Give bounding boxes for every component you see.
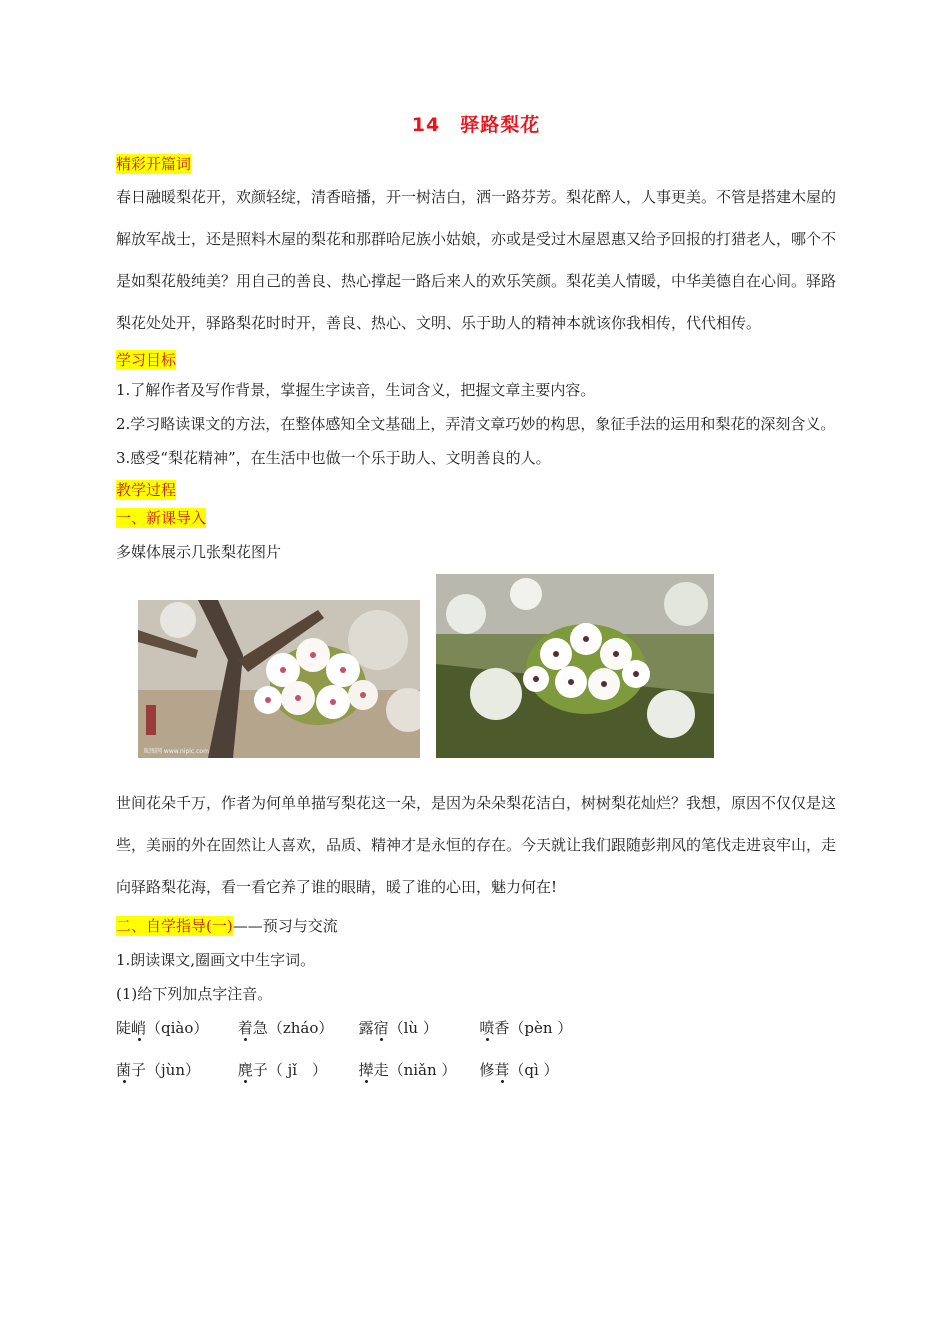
char: 子 bbox=[131, 1061, 147, 1079]
section-process-heading bbox=[116, 478, 836, 502]
part2-heading bbox=[116, 914, 836, 938]
pinyin-item bbox=[116, 1052, 233, 1088]
pinyin-row-2 bbox=[116, 1052, 836, 1088]
pear-blossom-photo-1 bbox=[138, 600, 420, 758]
step-text: 1.朗读课文,圈画文中生字词。 bbox=[116, 951, 316, 969]
pinyin: （jùn） bbox=[146, 1061, 201, 1079]
opening-paragraph: 春日融暖梨花开，欢颜轻绽，清香暗播，开一树洁白，洒一路芬芳。梨花醉人，人事更美。不管是搭建木屋的解放军战士，还是照料木屋的梨花和那群哈尼族小姑娘，亦或是受过木屋恩惠又给予回报的打猎老人，哪个不是如梨花般纯美？用自己的善良、热心撑起一路后来人的欢乐笑颜。梨花美人情暖，中华美德自在心间。驿路梨花处处开，驿路梨花时时开，善良、热心、文明、乐于助人的精神本就该你我相传，代代相传。 bbox=[116, 188, 837, 332]
section-opening-heading bbox=[116, 152, 836, 176]
part-label: 二、自学指导(一) bbox=[116, 917, 233, 935]
document-content bbox=[116, 110, 836, 1088]
section-goals-heading bbox=[116, 348, 836, 372]
char: 香 bbox=[494, 1019, 510, 1037]
char: 修 bbox=[479, 1061, 495, 1079]
pinyin-row-1 bbox=[116, 1010, 836, 1046]
pinyin: （ jǐ ） bbox=[267, 1061, 328, 1079]
pinyin-item bbox=[238, 1010, 354, 1046]
pinyin-item bbox=[359, 1010, 475, 1046]
pinyin-item bbox=[359, 1052, 475, 1088]
dotted-char: 宿 bbox=[373, 1019, 389, 1037]
dotted-char: 麂 bbox=[237, 1061, 253, 1079]
part1-heading bbox=[116, 506, 836, 530]
pinyin: （niǎn ） bbox=[388, 1061, 457, 1079]
part-label: 一、新课导入 bbox=[116, 509, 207, 527]
image-watermark: 昵图网 www.nipic.com bbox=[144, 748, 209, 755]
dotted-char: 喷 bbox=[479, 1019, 495, 1037]
dotted-char: 菌 bbox=[116, 1061, 132, 1079]
pinyin-item bbox=[479, 1010, 572, 1046]
goal-item: 1.了解作者及写作背景，掌握生字读音，生词含义，把握文章主要内容。 bbox=[116, 381, 596, 399]
char: 陡 bbox=[116, 1019, 132, 1037]
char: 走 bbox=[373, 1061, 389, 1079]
char: 急 bbox=[252, 1019, 268, 1037]
pinyin-item bbox=[238, 1052, 354, 1088]
char: 子 bbox=[252, 1061, 268, 1079]
dotted-char: 峭 bbox=[131, 1019, 147, 1037]
pinyin-item bbox=[116, 1010, 233, 1046]
pinyin: （lù ） bbox=[388, 1019, 438, 1037]
char: 露 bbox=[358, 1019, 374, 1037]
pear-blossom-image bbox=[138, 600, 420, 758]
goal-item: 2.学习略读课文的方法，在整体感知全文基础上，弄清文章巧妙的构思，象征手法的运用和梨花的深刻含义。 bbox=[116, 415, 836, 433]
pinyin: （qì ） bbox=[509, 1061, 559, 1079]
part1-intro: 多媒体展示几张梨花图片 bbox=[116, 543, 282, 561]
step-text: (1)给下列加点字注音。 bbox=[116, 985, 273, 1003]
goal-item: 3.感受“梨花精神”，在生活中也做一个乐于助人、文明善良的人。 bbox=[116, 449, 551, 467]
part1-paragraph: 世间花朵千万，作者为何单单描写梨花这一朵，是因为朵朵梨花洁白，树树梨花灿烂？我想，原因不仅仅是这些，美丽的外在固然让人喜欢，品质、精神才是永恒的存在。今天就让我们跟随彭荆风的笔伐走进哀牢山，走向驿路梨花海，看一看它养了谁的眼睛，暖了谁的心田，魅力何在! bbox=[116, 794, 837, 896]
dotted-char: 着 bbox=[237, 1019, 253, 1037]
section-label: 教学过程 bbox=[116, 481, 177, 499]
page-title: 14 驿路梨花 bbox=[411, 114, 541, 136]
part-label-tail: ——预习与交流 bbox=[232, 917, 338, 935]
pinyin: （pèn ） bbox=[509, 1019, 573, 1037]
pear-blossom-photo-2 bbox=[436, 574, 714, 758]
pinyin: （qiào） bbox=[146, 1019, 209, 1037]
pinyin-item bbox=[479, 1052, 558, 1088]
dotted-char: 撵 bbox=[358, 1061, 374, 1079]
section-label: 学习目标 bbox=[116, 351, 177, 369]
section-label: 精彩开篇词 bbox=[116, 155, 192, 173]
pear-blossom-image bbox=[436, 574, 714, 758]
pear-blossom-photos bbox=[116, 574, 836, 770]
dotted-char: 葺 bbox=[494, 1061, 510, 1079]
pinyin: （zháo） bbox=[267, 1019, 334, 1037]
